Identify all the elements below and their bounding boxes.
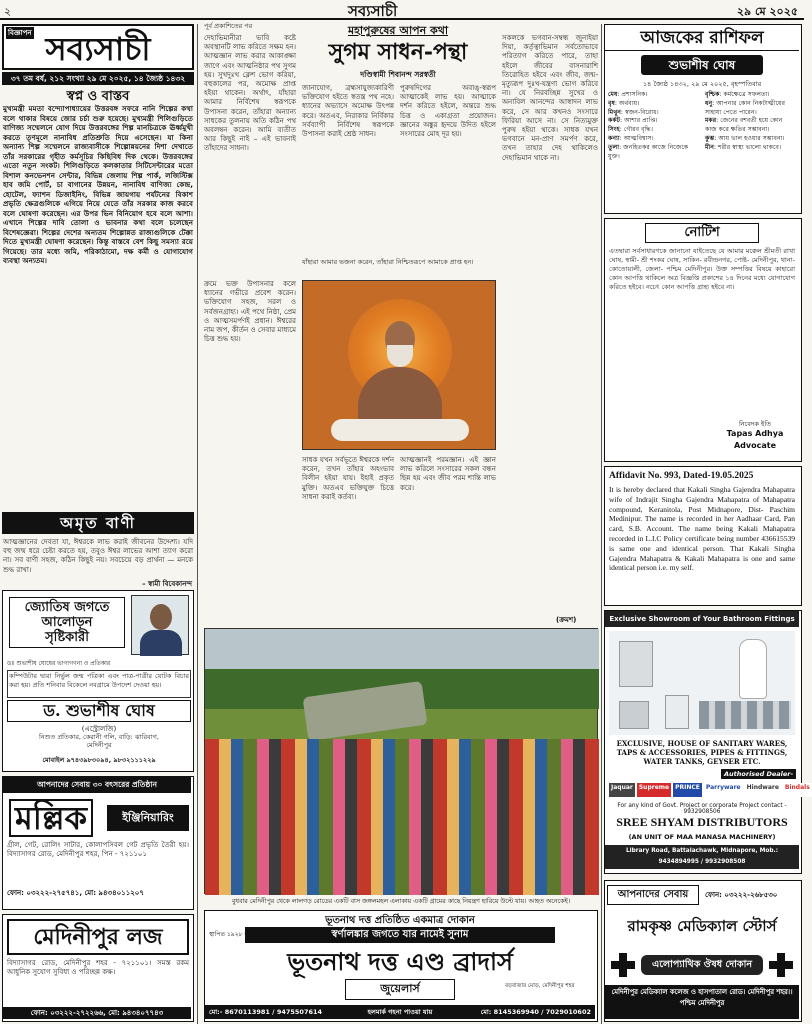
- lodge-body: বিদ্যাসাগর রোড, মেদিনীপুর শহর - ৭২১১০১। সমস্ত রকম আধুনিক সুযোগ সুবিধা ও পরিচ্ছন্ন কক্ষ।: [7, 959, 189, 977]
- rashifal-date: ১৪ জ্যৈষ্ঠ ১৪৩২, ২৯ মে ২০২৫, বৃহস্পতিবার: [642, 80, 762, 88]
- article-col-1: দেহাভিমানীরা ভাবি কষ্টে অবস্থানটি লাভ করিতে সক্ষম হন। আত্মজ্ঞান লাভ করার আকাঙ্ক্ষা জাগে এবং আত্মনিষ্ঠার পথ সুগম হয়। সুখদুঃখ ক্লেশ ভোগ করিয়া, বহুকালের পর, অমোক্ষ প্রাপ্ত হইয়া থাকেন। অর্থাৎ, যাঁহারা আমার নির্বিশেষ স্বরূপকে উপাসনা করেন, তাঁহারা অন্যান্য সাধকের তুলনায় অতি কঠিন পথ অবলম্বন করেন। আমি ব্যতীত আর কিছুই নাই – এই ভাবনাই তাঁহাদের সাধনা।: [204, 34, 296, 153]
- bath-line: EXCLUSIVE, HOUSE OF SANITARY WARES, TAPS & ACCESSORIES, PIPES & FITTINGS, WATER TANKS, GEYSER ETC.: [616, 739, 788, 766]
- astro-phone: মোবাইল ৯৭৪৩৯৮৩০৯৪, ৯৮৩২১১১২২৯: [42, 756, 156, 764]
- bath-dealer: Authorised Dealer-: [721, 769, 796, 779]
- brand-chip: PRINCE: [673, 783, 702, 797]
- jewel-phone-left: মো:- 8670113981 / 9475507614: [209, 1008, 323, 1016]
- astro-headline: [9, 597, 125, 648]
- rashifal-list: [608, 91, 796, 211]
- amrit-sign: – স্বামী বিবেকানন্দ: [142, 580, 192, 588]
- brand-chip: Parryware: [704, 783, 743, 797]
- bath-brands: [609, 783, 810, 797]
- brand-chip: Jaquar: [609, 783, 635, 797]
- mallik-name: মল্লিক: [9, 799, 93, 837]
- article-col-lower-1: ক্রমে ভক্ত উপাসনার কলে ধ্যানের গভীরে প্রবেশ করেন। ভক্তিযোগ সহজ, সরল ও সর্বজনগ্রাহ্য। এই পথে নিষ্ঠা, প্রেম ও আত্মসমর্পণই প্রধান। ঈশ্বরের নাম জপ, কীর্তন ও সেবার মাধ্যমে চিত্ত শুদ্ধ হয়।: [204, 280, 296, 344]
- lodge-phone: ফোন: ০৩২২২-২৭২২৬৬, মো: ৯৪৩৪০৭৭৪৩: [3, 1007, 191, 1019]
- top-date: ২৯ মে ২০২৫: [736, 5, 798, 18]
- top-masthead: সব্যসাচী: [348, 2, 398, 20]
- notice-box: [604, 218, 802, 462]
- rashifal-by: শুভাশীষ ঘোষ: [641, 55, 763, 75]
- editorial-body: মুখ্যমন্ত্রী মমতা বন্দ্যোপাধ্যায়ের উত্তরবঙ্গ সফরে নানি শিল্পের কথা বলে থাকার বিষয়ে জোর চর্চা শুরু হয়েছে। মুখ্যমন্ত্রী শিলিগুড়িতে বাণিজ্য সম্মেলনে যোগ দিয়ে উত্তরবঙ্গের শিল্প মানচিত্রকে ঊর্ধ্বমুখী করতে তৃণমূলে নানাবিধ প্রতিশ্রুতি দিয়ে এসেছেন। যা কিনা অন্যান্য শিল্প সম্মেলনে রাজ্যবাসীকে শিল্পোন্নয়নের দিশা দেখাতে তাঁর সরকারের গৃহীত কর্মসূচির কিছিবিধ দিক থেকে। উত্তরবঙ্গের এতো নতুন সংকট। শিলিগুড়িতে কলকাতার সিটিসেন্টারের মতো বিশাল কনভেনশন সেন্টার, বিভিন্ন জেলায় শিল্প পার্ক, লজিস্টিক্স হাব জমি পোর্ট, চা বাগানের উন্নয়ন, নানাবিধ বাণিজ্য কেন্দ্র, হোটেল, ফ্যাশন ডিজাইনিং, বিভিন্ন জায়গায় পর্যটনের বিকাশ প্রভৃতি ক্ষেত্রগুলিকে এগিয়ে নিয়ে যেতে তাঁর সরকার কাজ করবে বলে ঘোষণা করেছেন। এর উপর ভিন বিনিয়োগ হবে বলে আশা। এখানে শিল্পের দাবি তোলা ও ভাবনার কথা বলে চলেছেন বিশেষজ্ঞেরা। শিল্পের দেশের অন্যতম শিল্পোন্নত রাজ্যগুলিকে টেক্কা দিতে মুখ্যমন্ত্রী ঘোষণা করেছেন। কিন্তু বাস্তবে বেশ কিছু সমস্যা রয়ে গিয়েছে। তার মধ্যে জমি, পরিকাঠামো, দক্ষ কর্মী ও যোগাযোগ ব্যবস্থা অন্যতম।: [3, 104, 193, 265]
- medical-cross-icon: [769, 953, 793, 977]
- amrit-body: আত্মজ্ঞানের দেবতা যা, ঈশ্বরকে লাভ করাই জীবনের উদ্দেশ্য। যদি বহু জন্ম ধরে চেষ্টা করতে হয়, তবুও ঈশ্বর লাভের আশা ত্যাগ করো না। সব বাণী সহজ, কঠিন কিছুই নয়। সবচেয়ে বড় প্রার্থনা — মনকে শুদ্ধ রাখা।: [3, 538, 193, 574]
- brand-chip: Hindware: [745, 783, 781, 797]
- toilet-shape: [739, 639, 767, 699]
- notice-sign-name: Tapas Adhya: [726, 429, 784, 438]
- logo-box: [2, 24, 194, 70]
- rashi-item: মেষ: প্রশাসনিক।: [608, 91, 648, 98]
- notice-body: এতদ্বারা সর্বসাধারণকে জানানো যাইতেছে যে আমার মক্কেল শ্রীমতী রাখা ঘোষ, স্বামী- শ্রী শংকর ঘোষ, সাকিন- রবীন্দ্রনগর, পোষ্ট- মেদিনীপুর, থানা- কোতোয়ালী, জেলা- পশ্চিম মেদিনীপুর। উক্ত সম্পত্তির বিষয়ে কাহারো কোন আপত্তি থাকিলে অত্র বিজ্ঞপ্তি প্রকাশের ১৪ দিনের মধ্যে যোগাযোগ করিতে হইবে। নচেৎ কোন আপত্তি গ্রাহ্য হইবে না।: [609, 247, 795, 291]
- rashi-item: বৃষ: অর্থব্যয়।: [608, 99, 640, 107]
- photo-caption: বুধবার মেদিনীপুর থেকে লালগড় রোডের একটি বাস জঙ্গলমহল এলাকায় একটি গ্রামের কাছে নিয়ন্ত্রণ হারিয়ে উল্টে যায়। আহত অনেকেই।: [231, 898, 571, 905]
- astrologer-photo: [131, 595, 189, 655]
- bath-title: Exclusive Showroom of Your Bathroom Fittings: [605, 611, 799, 627]
- medical-phone: ফোন: ০৩২২২-২৬৮৫৩০: [705, 891, 778, 899]
- bath-fittings-photo: [609, 631, 795, 735]
- astro-title-3: সৃষ্টিকারী: [45, 630, 89, 645]
- rashifal-title: আজকের রাশিফল: [605, 27, 799, 51]
- jewel-phone-center: হলমার্ক গহনা পাওয়া যায়: [367, 1008, 433, 1016]
- astro-title-2: আলোড়ন: [41, 615, 93, 630]
- article-kicker: মহাপুরুষের আপন কথা: [347, 24, 449, 37]
- brand-chip: Supreme: [637, 783, 671, 797]
- jewel-name: ভূতনাথ দত্ত এণ্ড ব্রাদার্স: [287, 947, 513, 976]
- photo-face: [150, 604, 172, 630]
- jewel-estd: স্থাপিত ১৯২৮ সাল: [209, 931, 255, 938]
- lodge-name: মেদিনীপুর লজ: [7, 919, 189, 955]
- rashi-item: বৃশ্চিক: কর্মক্ষেত্রে সফলতা।: [705, 91, 770, 98]
- article-quote: যাঁহারা আমার ভজনা করেন, তাঁহারা নিশ্চিতরূপে আমাকে প্রাপ্ত হন।: [302, 258, 474, 266]
- affidavit-title: Affidavit No. 993, Dated-19.05.2025: [609, 471, 754, 481]
- astro-sub: (এস্ট্রোলজি): [81, 725, 117, 733]
- article-col-2: জানাযোগ, ব্রহ্মসাযুজ্যকারিণী ভক্তিযোগ হইতে স্বতন্ত্র পথ নহে। ধ্যানের অভ্যাসে অমোক্ষ উৎপন্ন করে। অতএব, নিরাকার নির্বিকার সর্বব্যাপী নির্বিশেষ স্বরূপকে উপাসনা করাই শ্রেষ্ঠ সাধন।: [302, 84, 394, 139]
- bath-note: For any kind of Govt. Project or corporate Project contact - 9932908506: [617, 803, 787, 815]
- astro-title-1: জ্যোতিষ জগতে: [24, 600, 110, 615]
- article-byline: দণ্ডিস্বামী শিবানন্দ সরস্বতী: [360, 70, 436, 79]
- photo-crowd: [205, 739, 599, 895]
- pipes-shape: [699, 701, 791, 729]
- rashi-item: কন্যা: আত্মবিশ্বাস।: [608, 134, 654, 142]
- news-photo: [204, 628, 598, 894]
- medical-ad: [604, 880, 802, 1022]
- jewel-line-1: ভূতনাথ দত্ত প্রতিষ্ঠিত একমাত্র দোকান: [325, 915, 475, 926]
- geyser-shape: [665, 695, 689, 729]
- amrit-title: অমৃত বাণী: [2, 512, 194, 534]
- rashi-item: মীন: শরীর স্বাস্থ্য ভালো থাকবে।: [705, 143, 782, 151]
- mallik-engineering: ইঞ্জিনিয়ারিং: [107, 805, 189, 831]
- jewel-footer: [205, 1005, 595, 1019]
- rashi-item: কুম্ভ: আয় ভাল হওয়ার সম্ভাবনা।: [705, 134, 785, 142]
- bathroom-ad: [604, 610, 810, 874]
- rashi-item: ধনু: আপনার কোন নিকটাত্মীয়ের সাহায্য পেতে পারেন।: [705, 99, 786, 116]
- mallik-phone: ফোন: ০৩২২২-২৭৫৭৪১, মো: ৯৪৩৪০১১২০৭: [7, 889, 144, 897]
- photo-suit: [140, 630, 182, 656]
- column-rule-right: [601, 24, 602, 1024]
- medical-cross-icon: [611, 953, 635, 977]
- issue-meta: ৩৭ তম বর্ষ, ২১২ সংখ্যা ২৯ মে ২০২৫, ১৪ জ্যৈষ্ঠ ১৪৩২: [2, 72, 194, 85]
- brand-chip: Bindals: [783, 783, 812, 797]
- lodge-ad: [2, 914, 194, 1022]
- cabinet-shape: [619, 641, 653, 687]
- article-col-lower-2: সাধক যখন সর্বভূতে ঈশ্বরকে দর্শন করেন, তখন তাঁহার অহংভাব বিলীন হইয়া যায়। ইহাই প্রকৃত মুক্তি। অতএব ভক্তিযুক্ত চিত্তে সাধনা করাই কর্তব্য।: [302, 456, 394, 501]
- mallik-band: আপনাদের সেবায় ৩০ বৎসরের প্রতিষ্ঠান: [3, 777, 191, 793]
- jewel-line-2: স্বর্ণালঙ্কার জগতে যার নামেই সুনাম: [245, 927, 555, 943]
- top-strip: [0, 0, 804, 20]
- notice-sign-role: Advocate: [733, 441, 777, 450]
- jewellery-ad: [204, 910, 598, 1022]
- column-rule: [197, 24, 198, 1024]
- notice-title: নোটিশ: [645, 223, 759, 243]
- rashifal-box: [604, 24, 802, 214]
- photo-seat: [331, 419, 469, 441]
- page-number: ২: [4, 5, 12, 18]
- article-col-lower-3: আত্মজ্ঞানই পরমজ্ঞান। এই জ্ঞান লাভ করিলে সংসারের সকল বন্ধন ছিন্ন হয় এবং জীব পরম শান্তি লাভ করে।: [400, 456, 496, 492]
- jewel-side: বড়বাজার মোড়, মেদিনীপুর শহর: [505, 983, 575, 989]
- astro-name: ড. শুভাশীষ ঘোষ: [7, 700, 191, 722]
- bath-sub: (AN UNIT OF MAA MANASA MACHINERY): [628, 833, 776, 841]
- medical-sub: এলোপ্যাথিক ঔষধ দোকান: [641, 955, 763, 975]
- logo-title: সব্যসাচী: [45, 30, 151, 68]
- continued-label: (ক্রমশ): [556, 616, 577, 624]
- astrologer-ad: [2, 590, 194, 772]
- editorial-title: স্বপ্ন ও বাস্তব: [66, 89, 130, 104]
- rashi-item: মিথুন: স্বজন-বিরোধ।: [608, 108, 659, 116]
- astro-line: ডঃ শুভাশীষ ঘোষের ভাগ্যগণনা ও প্রতিকার: [7, 660, 111, 667]
- jewel-sub: জুয়েলার্স: [345, 979, 455, 1000]
- jewel-phone-right: মো: 8145369940 / 7029010602: [480, 1008, 591, 1016]
- mallik-ad: [2, 776, 194, 910]
- article-col-3: পুরুষদিগের অবাঙ্‌-স্বরূপ আত্মাকেই লাভ হয়। আত্মাকে দর্শন করিতে হইলে, অন্তরে শুদ্ধ চিত্ত ও একাগ্রতা প্রয়োজন। জ্ঞানের অঙ্কুর হৃদয়ে উদিত হইলে সংসারের মোহ দূর হয়।: [400, 84, 496, 139]
- rashi-item: কর্কট: আশার প্রাপ্তি।: [608, 117, 658, 125]
- rashi-item: সিংহ: গৌরব বৃদ্ধি।: [608, 126, 653, 134]
- astro-address: নিশুত প্রতিকার, কেরানী গলি, বাড়ি: ঝারিবাগ, মেদিনীপুর: [39, 733, 159, 749]
- affidavit-box: [604, 466, 802, 606]
- prev-note: পূর্ব প্রকাশিতের পর: [204, 22, 253, 30]
- rashi-item: তুলা: জনহিতকর কাজে নিজেকে যুক্ত।: [608, 143, 689, 160]
- mallik-body: গ্রীল, গেট, রোলিং সাটার, কোলাপসিবল গেট প্রভৃতি তৈরী হয়। বিদ্যাসাগর রোড, মেদিনীপুর শহর, পিন - ৭২১১০১: [7, 841, 189, 859]
- bath-company: SREE SHYAM DISTRIBUTORS: [616, 815, 788, 829]
- logo-tag: বিজ্ঞাপন: [8, 29, 32, 37]
- article-title: সুগম সাধন-পন্থা: [328, 39, 468, 65]
- affidavit-body: It is hereby declared that Kakali Singha Gajendra Mahapatra wife of Indrajit Singha Gajendra Mahapatra of Mahapatra compound, Keranitola, Post Midnapore, Dist- Paschim Medinipur. The name is recorded in her Aadhaar Card, Pan card, S.B. Account. The name being Kakali Mahapatra recorded in L.I.C Policy certificate being number 436615539 is same one and identical person. That Kakali Singha Gajendra Mahapatra & Kakali Mahapatra is one and same identical person i.e. my self.: [609, 485, 795, 573]
- saint-photo: [302, 280, 496, 450]
- article-col-4: সকলকে ভগবান-সম্বন্ধ জুনাইয়া দিয়া, কর্তৃত্বাভিমান সর্বতোভাবে পরিত্যাগ করিতে পারে, তাহা হইলে জীবের বাসনারাশি তিরোহিত হইবে এবং জীব, জন্ম-মৃত্যুরূপ দুঃখ-যন্ত্রণা ভোগ করিবে না। যে নিরবচ্ছিন্ন সুখের ও অনাবিল আনন্দের আস্বাদন লাভ করে, সে আর কখনও সংসারে ফিরিয়া আসে না। সে নিত্যমুক্ত পুরুষ হইয়া থাকে। সাধক যখন ভগবানে মন-প্রাণ সমর্পণ করে, তখন তাহার দেহ থাকিলেও দেহাভিমান থাকে না।: [502, 34, 598, 162]
- bath-address: Library Road, Battalachawk, Midnapore, Mob.: 9434894995 / 9932908508: [605, 845, 799, 869]
- sink-shape: [619, 701, 649, 729]
- notice-sign-label: নিবেদক ইতি: [738, 420, 772, 428]
- astro-note: কম্পিউটার দ্বারা নির্ভুল জন্ম পত্রিকা এবং পাত্র-পাত্রীর যোটক বিচার করা হয়। প্রতি শনিবার বিকেলে নবগ্রামে উপদেশ দেওয়া হয়।: [7, 670, 191, 698]
- medical-band: আপনাদের সেবায়: [607, 885, 699, 905]
- medical-address: মেদিনীপুর মেডিক্যাল কলেজ ও হাসপাতাল রোড। মেদিনীপুর শহর।। পশ্চিম মেদিনীপুর: [605, 985, 799, 1019]
- medical-name: রামকৃষ্ণ মেডিক্যাল স্টোর্স: [627, 917, 777, 935]
- rashi-item: মকর: জেনের বশবর্তী হয়ে কোন কাজ করে ক্ষতির সম্ভাবনা।: [705, 117, 783, 134]
